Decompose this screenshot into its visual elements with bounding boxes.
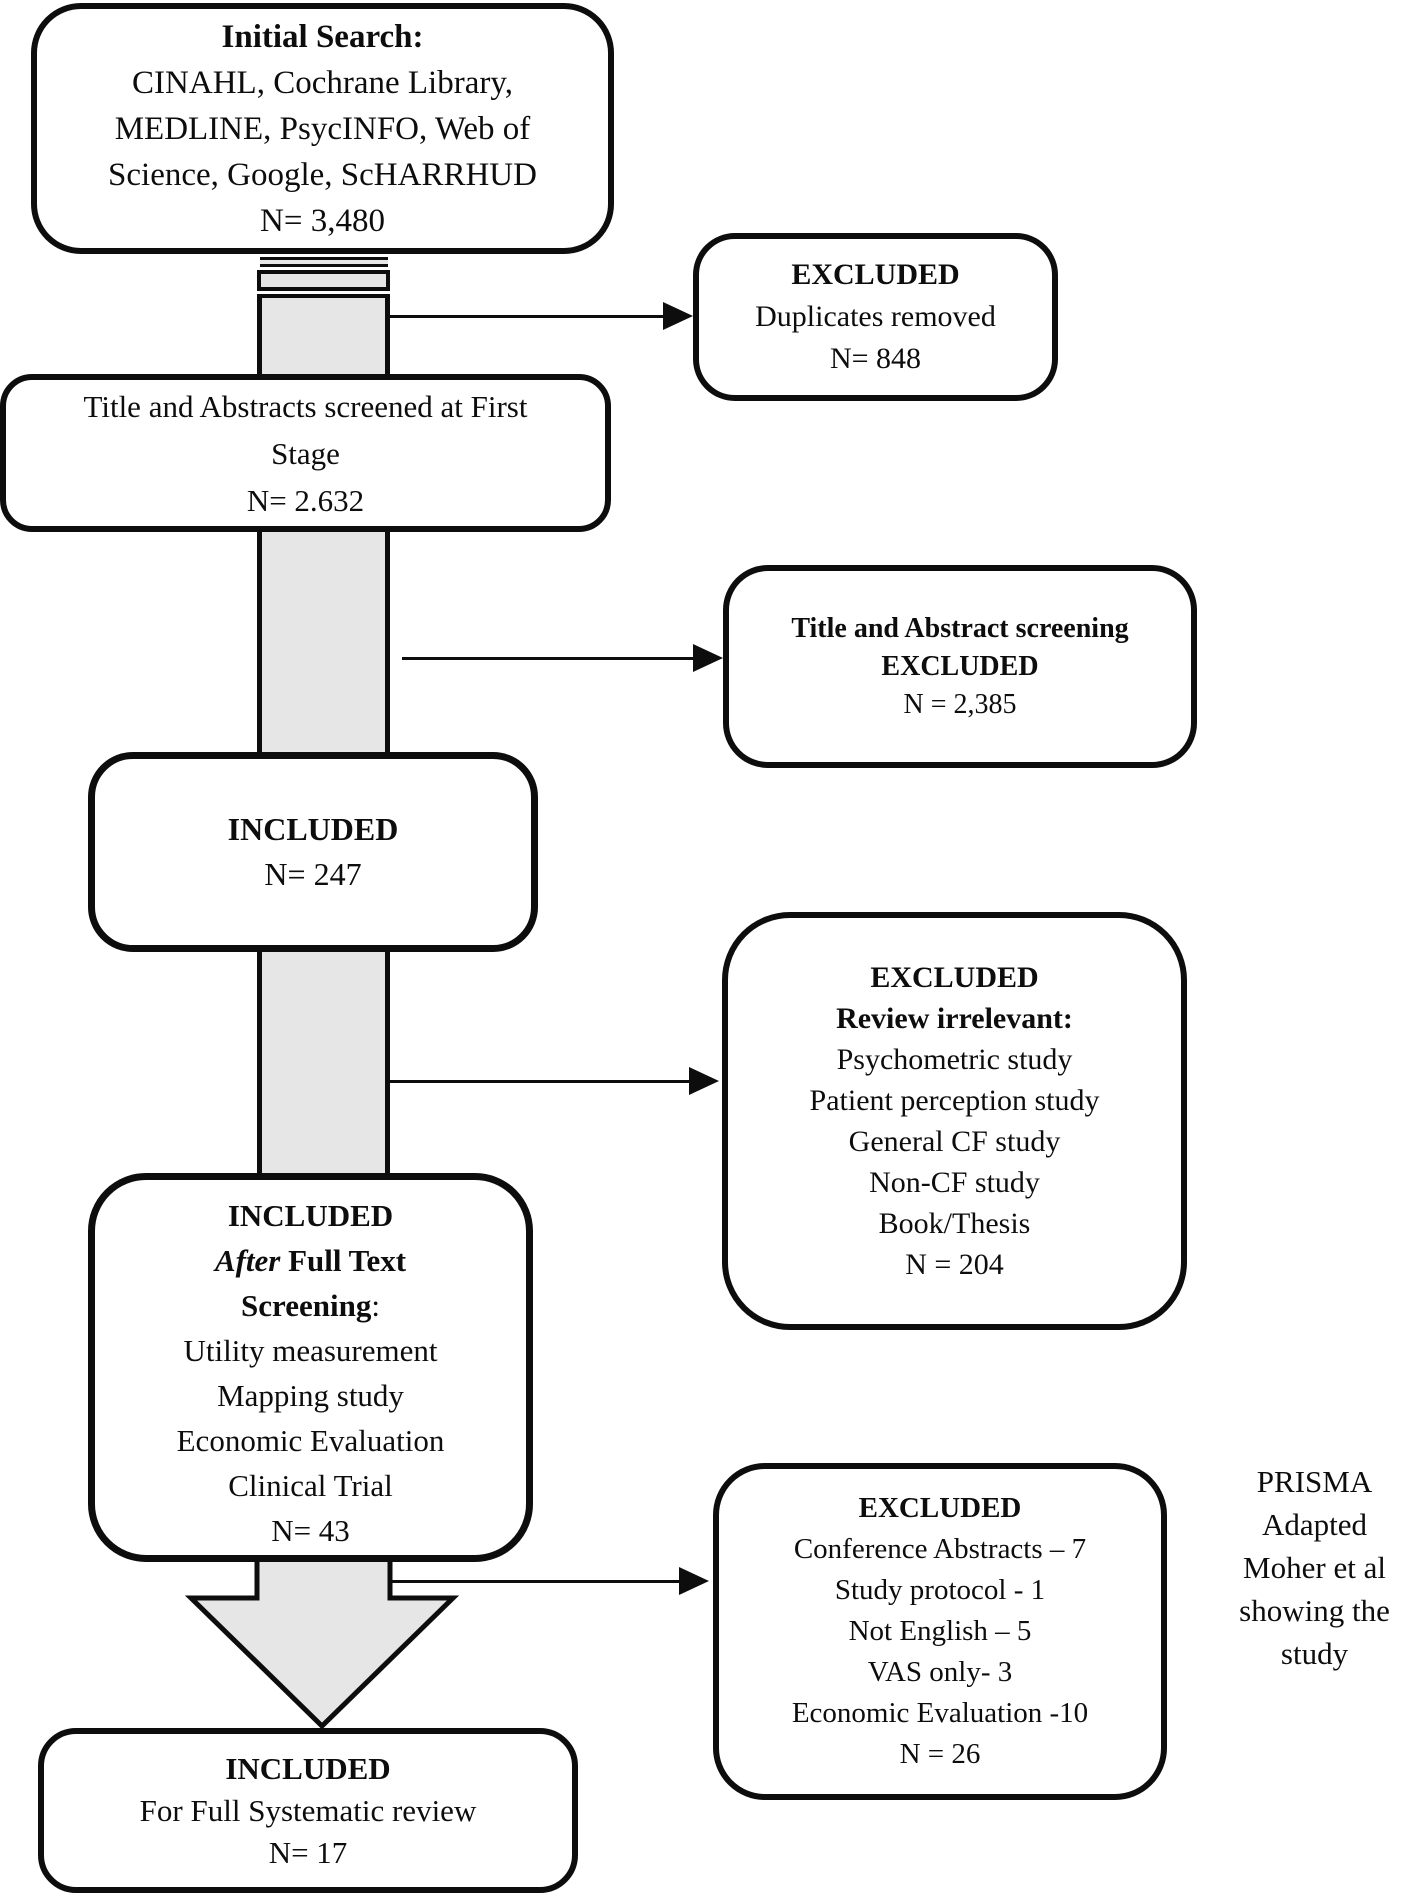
included-247-count: N= 247 [264,856,362,892]
arrow-to-fulltext-excluded-head [679,1567,709,1595]
excluded-fulltext-item: VAS only- 3 [867,1656,1013,1688]
excluded-fulltext-item: Not English – 5 [848,1615,1032,1647]
initial-search-line: CINAHL, Cochrane Library, [132,64,513,101]
prisma-caption [1210,1460,1419,1675]
excluded-title-abstract-count: N = 2,385 [903,688,1017,720]
excluded-review-item: Book/Thesis [878,1207,1031,1240]
included-fulltext-screening-word: Screening [241,1287,372,1323]
prisma-caption-line: showing the [1239,1593,1390,1628]
excluded-title-abstract-line: Title and Abstract screening [791,612,1129,644]
included-final-line: For Full Systematic review [139,1792,477,1828]
excluded-review-item: General CF study [848,1125,1061,1158]
excluded-fulltext-item: Conference Abstracts – 7 [793,1533,1087,1565]
arrow-to-fulltext-excluded [388,1580,680,1583]
arrow-to-review-excluded-head [689,1067,719,1095]
initial-search-count: N= 3,480 [260,202,385,239]
excluded-duplicates-title: EXCLUDED [791,258,960,291]
arrow-to-duplicates-head [663,302,693,330]
included-fulltext-line: Utility measurement [183,1332,438,1368]
included-fulltext-screening [241,1283,380,1328]
first-stage-count: N= 2.632 [246,482,365,518]
prisma-caption-line: Adapted [1261,1507,1368,1542]
excluded-fulltext-title: EXCLUDED [858,1492,1022,1524]
excluded-fulltext-box [713,1463,1167,1800]
included-247-box [88,752,538,952]
included-fulltext-line: Mapping study [217,1377,404,1413]
included-final-box [38,1728,578,1893]
shaft-strip-a [260,257,388,267]
prisma-caption-line: PRISMA [1256,1464,1373,1499]
included-fulltext-line: Economic Evaluation [176,1422,445,1458]
excluded-review-item: Psychometric study [836,1043,1073,1076]
arrow-to-screening-excluded [402,657,694,660]
included-fulltext-count: N= 43 [271,1512,350,1548]
excluded-review-irrelevant-box [722,912,1187,1330]
arrow-to-screening-excluded-head [693,644,723,672]
initial-search-line: MEDLINE, PsycINFO, Web of [114,110,531,147]
excluded-review-subtitle: Review irrelevant: [836,1002,1073,1035]
excluded-fulltext-item: Study protocol - 1 [834,1574,1046,1606]
included-fulltext-after-rest: Full Text [280,1242,407,1278]
excluded-title-abstract-title: EXCLUDED [881,650,1039,682]
included-final-title: INCLUDED [225,1750,391,1786]
first-stage-line: Stage [271,435,340,471]
excluded-review-item: Non-CF study [869,1166,1040,1199]
excluded-title-abstract-box [723,565,1197,768]
excluded-duplicates-box [693,233,1058,401]
prisma-caption-line: Moher et al [1243,1550,1386,1585]
arrow-to-duplicates [390,315,666,318]
arrow-to-review-excluded [388,1080,690,1083]
excluded-fulltext-item: Economic Evaluation -10 [791,1697,1089,1729]
shaft-segment-3 [257,948,390,1178]
initial-search-line: Science, Google, ScHARRHUD [108,156,537,193]
excluded-duplicates-count: N= 848 [829,342,922,375]
first-stage-line: Title and Abstracts screened at First [83,388,528,424]
excluded-review-count: N = 204 [905,1248,1004,1281]
shaft-strip-b [257,270,390,291]
excluded-review-item: Patient perception study [809,1084,1100,1117]
initial-search-title: Initial Search: [221,18,424,55]
included-fulltext-line: Clinical Trial [228,1467,393,1503]
included-247-title: INCLUDED [227,811,399,847]
included-fulltext-box [88,1173,533,1562]
excluded-duplicates-line: Duplicates removed [755,300,996,333]
prisma-caption-line: study [1280,1636,1349,1671]
initial-search-box [31,3,614,254]
included-fulltext-subtitle [215,1238,406,1283]
included-fulltext-after: After [214,1242,281,1278]
shaft-segment-1 [257,294,390,378]
shaft-segment-2 [257,528,390,758]
included-final-count: N= 17 [268,1834,348,1870]
excluded-fulltext-count: N = 26 [899,1738,981,1770]
included-fulltext-screening-colon: : [371,1287,380,1323]
included-fulltext-title: INCLUDED [227,1197,394,1233]
first-stage-screening-box [0,374,611,532]
excluded-review-title: EXCLUDED [870,961,1039,994]
